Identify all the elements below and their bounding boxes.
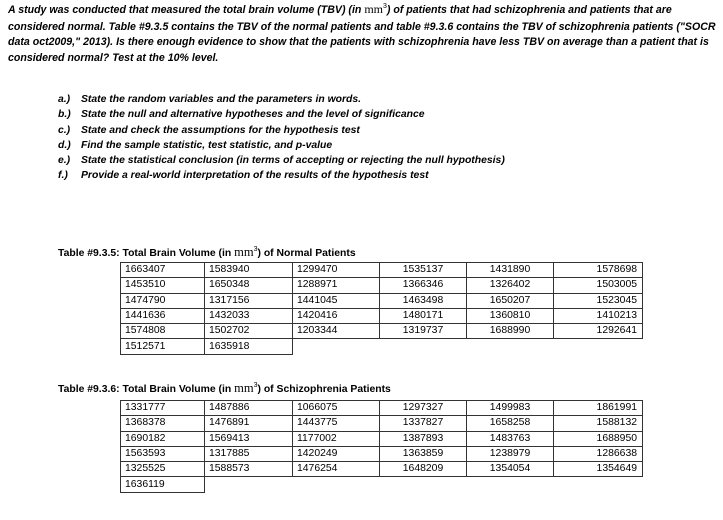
empty-cell	[293, 477, 380, 492]
table-cell: 1588132	[554, 416, 643, 431]
table-cell: 1410213	[554, 308, 643, 323]
task-item	[58, 138, 505, 153]
table2-caption-pre: Table #9.3.6: Total Brain Volume (in	[58, 384, 235, 395]
task-list	[58, 92, 505, 184]
table-row	[121, 446, 643, 461]
table-cell: 1502702	[205, 324, 293, 339]
task-letter: d.)	[58, 139, 71, 151]
table-cell: 1583940	[205, 263, 293, 278]
table-cell: 1299470	[293, 263, 380, 278]
task-letter: a.)	[58, 94, 71, 105]
table-row	[121, 324, 643, 339]
table-row	[121, 431, 643, 446]
table-cell: 1688990	[467, 324, 554, 339]
table-row	[121, 416, 643, 431]
problem-statement	[8, 2, 716, 66]
table-cell: 1635918	[205, 339, 293, 354]
table-cell: 1368378	[121, 416, 205, 431]
table-cell: 1569413	[205, 431, 293, 446]
table-cell: 1286638	[554, 446, 643, 461]
table-cell: 1292641	[554, 324, 643, 339]
table-cell: 1432033	[205, 308, 293, 323]
table-cell: 1297327	[380, 401, 467, 416]
table-row	[121, 462, 643, 477]
table-cell: 1354054	[467, 462, 554, 477]
empty-cell	[380, 339, 467, 354]
table-cell: 1648209	[380, 462, 467, 477]
table1-caption	[58, 245, 356, 260]
empty-cell	[554, 339, 643, 354]
table-cell: 1420416	[293, 308, 380, 323]
table-cell: 1476254	[293, 462, 380, 477]
table2-caption-unit: mm	[234, 381, 254, 395]
table-row	[121, 401, 643, 416]
table1-caption-sup: 3	[253, 246, 258, 253]
task-text: State the statistical conclusion (in terms of accepting or rejecting the null hypothesis)	[81, 155, 505, 167]
table-row	[121, 278, 643, 293]
table1-caption-post: ) of Normal Patients	[257, 248, 356, 259]
task-text: State the null and alternative hypotheses and the level of significance	[81, 109, 425, 121]
table-cell: 1650348	[205, 278, 293, 293]
table-cell: 1487886	[205, 401, 293, 416]
table-cell: 1203344	[293, 324, 380, 339]
table-cell: 1483763	[467, 431, 554, 446]
empty-cell	[205, 477, 293, 492]
table-cell: 1690182	[121, 431, 205, 446]
task-text: State the random variables and the parameters in words.	[81, 94, 362, 105]
empty-cell	[467, 477, 554, 492]
task-letter: e.)	[58, 155, 71, 167]
problem-text-part1: A study was conducted that measured the total brain volume (TBV) (in	[8, 4, 365, 16]
task-text: Find the sample statistic, test statistic, and p-value	[81, 139, 333, 151]
unit-mm: mm	[364, 2, 383, 16]
table2-caption-sup: 3	[253, 382, 258, 389]
table-cell: 1066075	[293, 401, 380, 416]
table-cell: 1337827	[380, 416, 467, 431]
table-cell: 1663407	[121, 263, 205, 278]
table1-caption-unit: mm	[234, 245, 254, 259]
table-cell: 1453510	[121, 278, 205, 293]
table-cell: 1499983	[467, 401, 554, 416]
table-row	[121, 339, 643, 354]
table2-caption-post: ) of Schizophrenia Patients	[257, 384, 391, 395]
task-item	[58, 92, 505, 107]
table-cell: 1463498	[380, 293, 467, 308]
table-cell: 1354649	[554, 462, 643, 477]
empty-cell	[293, 339, 380, 354]
unit-superscript: 3	[382, 3, 387, 10]
table-row	[121, 477, 643, 492]
problem-text-part2: ) of patients that had schizophrenia and patients that are considered normal. Table #9.3.5 contains the TBV of the normal patients and table #9.3.6 contains the TBV of schizophrenia patients ("SOCR data oct2009," 2013). Is there enough evidence to show that the patients with schizophrenia have less TBV on average than a patient that is considered normal? Test at the 10% level.	[8, 4, 716, 64]
table-cell: 1476891	[205, 416, 293, 431]
table-cell: 1535137	[380, 263, 467, 278]
table-cell: 1474790	[121, 293, 205, 308]
table-cell: 1480171	[380, 308, 467, 323]
table-cell: 1650207	[467, 293, 554, 308]
normal-patients-table	[120, 262, 643, 355]
table-row	[121, 293, 643, 308]
table-cell: 1363859	[380, 446, 467, 461]
task-text: Provide a real-world interpretation of the results of the hypothesis test	[81, 170, 429, 182]
table-cell: 1238979	[467, 446, 554, 461]
table-cell: 1317885	[205, 446, 293, 461]
task-text: State and check the assumptions for the hypothesis test	[81, 124, 360, 136]
table-cell: 1441045	[293, 293, 380, 308]
table-row	[121, 263, 643, 278]
table-cell: 1431890	[467, 263, 554, 278]
table-cell: 1443775	[293, 416, 380, 431]
table-cell: 1658258	[467, 416, 554, 431]
table-cell: 1366346	[380, 278, 467, 293]
table-cell: 1387893	[380, 431, 467, 446]
task-item	[58, 107, 505, 122]
task-item	[58, 168, 505, 183]
table-cell: 1512571	[121, 339, 205, 354]
table1-caption-pre: Table #9.3.5: Total Brain Volume (in	[58, 248, 235, 259]
task-item	[58, 123, 505, 138]
table-cell: 1588573	[205, 462, 293, 477]
task-letter: c.)	[58, 124, 71, 136]
task-letter: b.)	[58, 109, 71, 121]
table-cell: 1503005	[554, 278, 643, 293]
table-cell: 1636119	[121, 477, 205, 492]
table-cell: 1319737	[380, 324, 467, 339]
empty-cell	[467, 339, 554, 354]
task-letter: f.)	[58, 170, 68, 182]
table-row	[121, 308, 643, 323]
task-item	[58, 153, 505, 168]
table2-caption	[58, 381, 391, 396]
empty-cell	[554, 477, 643, 492]
table-cell: 1331777	[121, 401, 205, 416]
table-cell: 1441636	[121, 308, 205, 323]
table-cell: 1523045	[554, 293, 643, 308]
table-cell: 1360810	[467, 308, 554, 323]
table-cell: 1861991	[554, 401, 643, 416]
table-cell: 1317156	[205, 293, 293, 308]
table-cell: 1563593	[121, 446, 205, 461]
table-cell: 1326402	[467, 278, 554, 293]
table-cell: 1325525	[121, 462, 205, 477]
table-cell: 1288971	[293, 278, 380, 293]
schizophrenia-patients-table	[120, 400, 643, 493]
empty-cell	[380, 477, 467, 492]
table-cell: 1420249	[293, 446, 380, 461]
table-cell: 1177002	[293, 431, 380, 446]
table-cell: 1574808	[121, 324, 205, 339]
table-cell: 1688950	[554, 431, 643, 446]
table-cell: 1578698	[554, 263, 643, 278]
